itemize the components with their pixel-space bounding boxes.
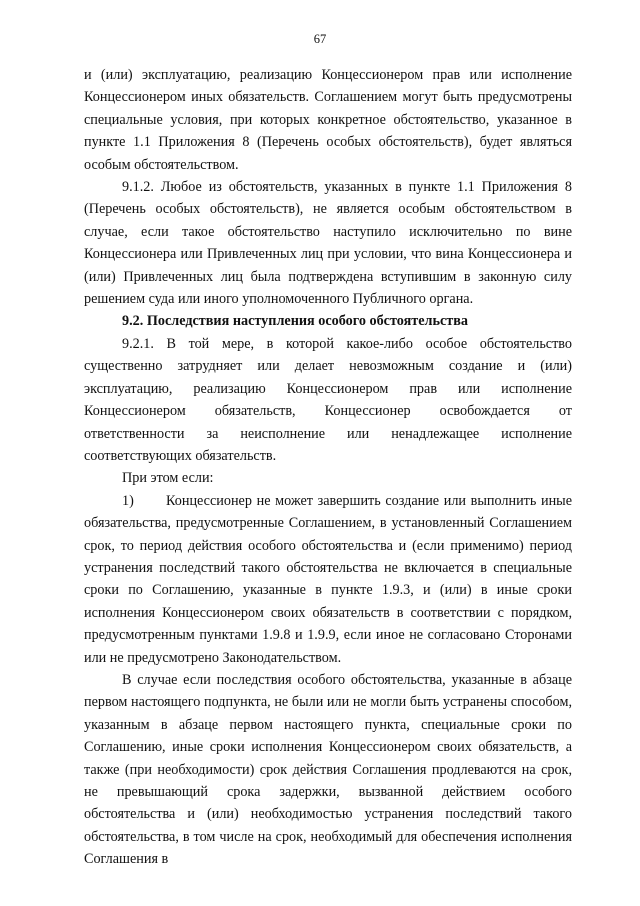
section-heading bbox=[84, 310, 572, 332]
body-text bbox=[84, 64, 572, 871]
paragraph-continuation: и (или) эксплуатацию, реализацию Концессионером прав или исполнение Концессионером иных обязательств. Соглашением могут быть предусмотрены специальные условия, при которых конкретное обстоятельство, указанное в пункте 1.1 Приложения 8 (Перечень особых обстоятельств), будет являться особым обстоятельством. bbox=[84, 67, 572, 173]
list-item-1 bbox=[84, 490, 572, 669]
list-item-text: Концессионер не может завершить создание или выполнить иные обязательства, предусмотренные Соглашением, в установленный Соглашением срок, то период действия особого обстоятельства и (если применимо) период устранения последствий такого обстоятельства не включается в специальные сроки по Соглашению, указанные в пункте 1.9.3, и (или) в иные сроки исполнения Концессионером своих обязательств в соответствии с порядком, предусмотренным пунктами 1.9.8 и 1.9.9, если иное не согласовано Сторонами или не предусмотрено Законодательством. bbox=[84, 492, 572, 666]
page-number: 67 bbox=[313, 32, 327, 46]
paragraph-9-2-1: 9.2.1. В той мере, в которой какое-либо особое обстоятельство существенно затрудняет или делает невозможным создание и (или) эксплуатацию, реализацию Концессионером прав или исполнение Концессионером обязательств, Концессионер освобождается от ответственности за неисполнение или ненадлежащее исполнение соответствующих обязательств. bbox=[84, 335, 572, 464]
paragraph-9-1-2: 9.1.2. Любое из обстоятельств, указанных в пункте 1.1 Приложения 8 (Перечень особых обстоятельств), не является особым обстоятельством в случае, если такое обстоятельство наступило исключительно по вине Концессионера или Привлеченных лиц при условии, что вина Концессионера и (или) Привлеченных лиц была подтверждена вступившим в законную силу решением суда или иного уполномоченного Публичного органа. bbox=[84, 179, 572, 308]
section-heading-text: 9.2. Последствия наступления особого обстоятельства bbox=[122, 313, 468, 330]
list-item-number: 1) bbox=[122, 492, 134, 509]
paragraph-extension: В случае если последствия особого обстоятельства, указанные в абзаце первом настоящего подпункта, не были или не могли быть устранены способом, указанным в абзаце первом настоящего пункта, специальные сроки по Соглашению, иные сроки исполнения Концессионером своих обязательств, а также (при необходимости) срок действия Соглашения продлеваются на срок, не превышающий срока задержки, вызванной действием особого обстоятельства и (или) необходимостью устранения последствий такого обстоятельства, в том числе на срок, необходимый для обеспечения исполнения Соглашения в bbox=[84, 671, 572, 868]
paragraph-condition-intro: При этом если: bbox=[122, 470, 214, 487]
